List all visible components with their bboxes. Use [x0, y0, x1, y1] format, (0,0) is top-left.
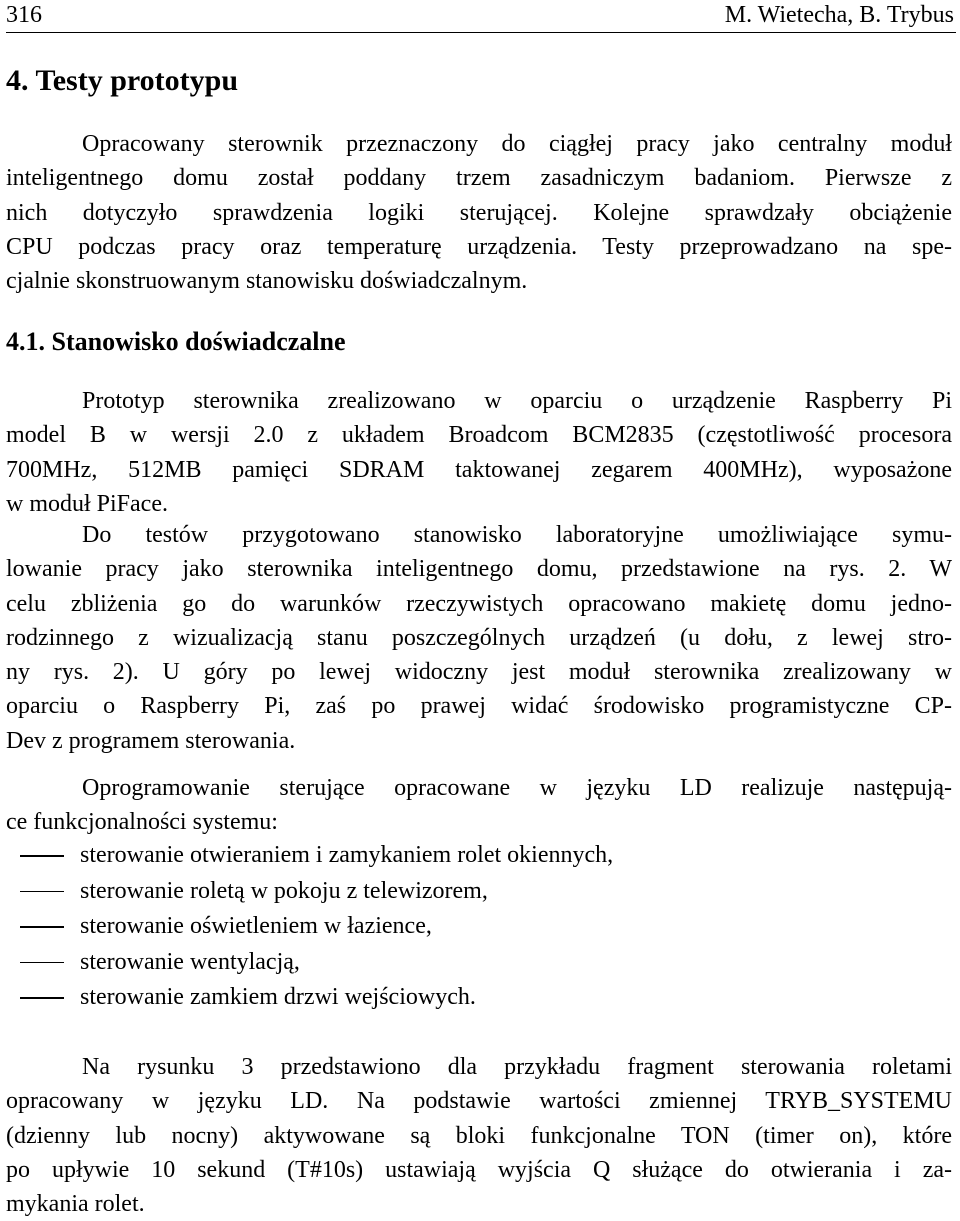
- dash-bullet-icon: [20, 891, 64, 893]
- list-item: [6, 838, 613, 874]
- text-line: ny rys. 2). U góry po lewej widoczny jest moduł sterownika zrealizowany w: [6, 659, 952, 686]
- software-paragraph: [6, 771, 952, 840]
- list-item-text: sterowanie oświetleniem w łazience,: [80, 913, 432, 939]
- text-line: Dev z programem sterowania.: [6, 727, 296, 754]
- list-item: [6, 945, 613, 981]
- text-line: Prototyp sterownika zrealizowano w oparciu o urządzenie Raspberry Pi: [82, 388, 952, 414]
- text-line: w moduł PiFace.: [6, 490, 168, 517]
- text-line: (dzienny lub nocny) aktywowane są bloki funkcjonalne TON (timer on), które: [6, 1122, 952, 1149]
- dash-bullet-icon: [20, 962, 64, 964]
- list-item-text: sterowanie roletą w pokoju z telewizorem,: [80, 877, 488, 904]
- section-intro-paragraph: [6, 127, 952, 298]
- text-line: Do testów przygotowano stanowisko laboratoryjne umożliwiające symu-: [82, 522, 952, 548]
- text-line: model B w wersji 2.0 z układem Broadcom BCM2835 (częstotliwość procesora: [6, 422, 952, 449]
- list-item-text: sterowanie wentylacją,: [80, 948, 300, 975]
- text-line: cjalnie skonstruowanym stanowisku doświadczalnym.: [6, 268, 528, 295]
- text-line: inteligentnego domu został poddany trzem zasadniczym badaniom. Pierwsze z: [6, 165, 952, 192]
- text-line: lowanie pracy jako sterownika inteligentnego domu, przedstawione na rys. 2. W: [6, 556, 952, 583]
- text-line: Oprogramowanie sterujące opracowane w języku LD realizuje następują-: [82, 775, 952, 801]
- text-line: po upływie 10 sekund (T#10s) ustawiają wyjścia Q służące do otwierania i za-: [6, 1156, 952, 1183]
- ld-example-paragraph: [6, 1050, 952, 1221]
- list-item-text: sterowanie otwieraniem i zamykaniem rolet okiennych,: [80, 842, 614, 868]
- page-number: 316: [6, 2, 42, 28]
- text-line: CPU podczas pracy oraz temperaturę urządzenia. Testy przeprowadzano na spe-: [6, 233, 952, 260]
- dash-bullet-icon: [20, 926, 64, 928]
- header-authors: M. Wietecha, B. Trybus: [724, 2, 954, 28]
- section-heading: 4. Testy prototypu: [6, 64, 239, 97]
- running-header: [6, 0, 956, 33]
- text-line: Na rysunku 3 przedstawiono dla przykładu fragment sterowania roletami: [82, 1054, 952, 1080]
- text-line: celu zbliżenia go do warunków rzeczywistych opracowano makietę domu jedno-: [6, 590, 952, 617]
- text-line: oparciu o Raspberry Pi, zaś po prawej widać środowisko programistyczne CP-: [6, 693, 952, 720]
- text-line: 700MHz, 512MB pamięci SDRAM taktowanej zegarem 400MHz), wyposażone: [6, 456, 952, 483]
- functions-list: [6, 838, 613, 1016]
- text-line: mykania rolet.: [6, 1191, 145, 1218]
- subsection-heading: 4.1. Stanowisko doświadczalne: [6, 327, 346, 356]
- list-item: [6, 874, 613, 910]
- list-item-text: sterowanie zamkiem drzwi wejściowych.: [80, 984, 476, 1010]
- testbed-paragraph: [6, 518, 952, 758]
- text-line: Opracowany sterownik przeznaczony do ciągłej pracy jako centralny moduł: [82, 131, 952, 157]
- text-line: ce funkcjonalności systemu:: [6, 809, 278, 836]
- dash-bullet-icon: [20, 997, 64, 999]
- prototype-paragraph: [6, 384, 952, 521]
- text-line: rodzinnego z wizualizacją stanu poszczególnych urządzeń (u dołu, z lewej stro-: [6, 624, 952, 651]
- list-item: [6, 909, 613, 945]
- text-line: nich dotyczyło sprawdzenia logiki sterującej. Kolejne sprawdzały obciążenie: [6, 199, 952, 226]
- dash-bullet-icon: [20, 855, 64, 857]
- text-line: opracowany w języku LD. Na podstawie wartości zmiennej TRYB_SYSTEMU: [6, 1088, 952, 1115]
- list-item: [6, 980, 613, 1016]
